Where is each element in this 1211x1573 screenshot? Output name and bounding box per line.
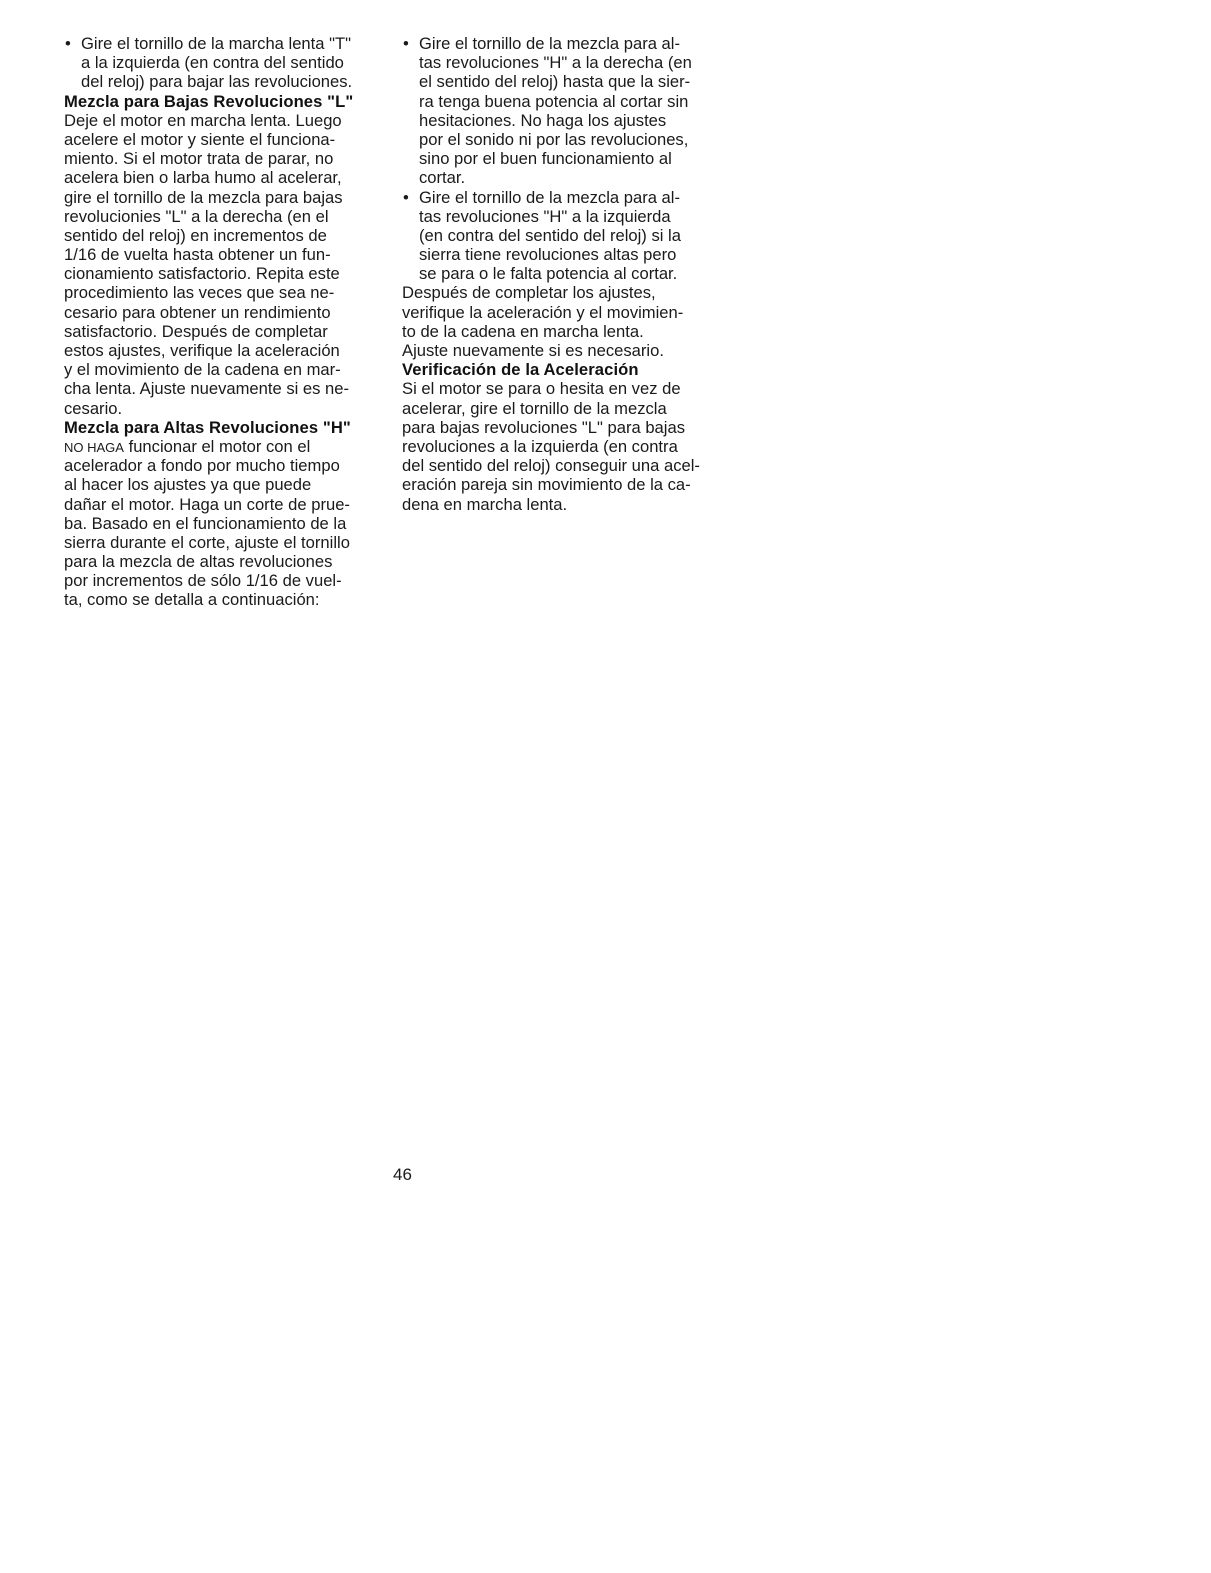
paragraph-line: dañar el motor. Haga un corte de prue- xyxy=(64,494,350,514)
page-number: 46 xyxy=(393,1165,412,1184)
paragraph-line: verifique la aceleración y el movimien- xyxy=(402,302,684,322)
paragraph-line: Ajuste nuevamente si es necesario. xyxy=(402,341,664,360)
paragraph-line xyxy=(64,437,394,456)
paragraph-line: Después de completar los ajustes, xyxy=(402,283,656,303)
bullet-marker: • xyxy=(403,187,409,207)
bullet-marker: • xyxy=(403,34,409,53)
paragraph-line: del sentido del reloj) conseguir una acel- xyxy=(402,456,700,476)
paragraph-line: sierra durante el corte, ajuste el tornillo xyxy=(64,532,350,552)
warning-prefix: NO HAGA xyxy=(64,439,124,455)
section-acceleration-check xyxy=(402,360,732,514)
bullet-line-1: Gire el tornillo de la marcha lenta "T" xyxy=(81,34,352,53)
section-heading-acceleration: Verificación de la Aceleración xyxy=(402,360,639,380)
paragraph-line: revoluciones a la izquierda (en contra xyxy=(402,436,678,456)
paragraph-line: procedimiento las veces que sea ne- xyxy=(64,283,335,303)
bullet-line: sierra tiene revoluciones altas pero xyxy=(419,245,677,265)
paragraph-line: ta, como se detalla a continuación: xyxy=(64,590,320,610)
section-high-speed-mixture xyxy=(64,418,394,610)
section-heading-low: Mezcla para Bajas Revoluciones "L" xyxy=(64,91,354,111)
paragraph-line: acelera bien o larba humo al acelerar, xyxy=(64,168,342,188)
bullet-high-counterclockwise xyxy=(402,188,732,284)
bullet-idle-screw xyxy=(64,34,394,92)
bullet-line: ra tenga buena potencia al cortar sin xyxy=(419,91,689,111)
paragraph-line: para la mezcla de altas revoluciones xyxy=(64,552,333,572)
paragraph-line: acelere el motor y siente el funciona- xyxy=(64,129,336,149)
paragraph-line: al hacer los ajustes ya que puede xyxy=(64,475,312,495)
paragraph-line: ba. Basado en el funcionamiento de la xyxy=(64,513,347,533)
bullet-line: se para o le falta potencia al cortar. xyxy=(419,264,678,284)
paragraph-line: acelerador a fondo por mucho tiempo xyxy=(64,456,340,476)
paragraph-line: revolucionies "L" a la derecha (en el xyxy=(64,206,329,226)
paragraph-line: cionamiento satisfactorio. Repita este xyxy=(64,264,340,284)
bullet-line-1: Gire el tornillo de la mezcla para al- xyxy=(419,187,681,207)
paragraph-line: para bajas revoluciones "L" para bajas xyxy=(402,417,685,437)
paragraph-line: satisfactorio. Después de completar xyxy=(64,321,328,341)
right-column xyxy=(402,34,732,514)
bullet-line: tas revoluciones "H" a la derecha (en xyxy=(419,53,692,73)
bullet-line: tas revoluciones "H" a la izquierda xyxy=(419,206,671,226)
paragraph-line: cesario para obtener un rendimiento xyxy=(64,302,331,322)
bullet-line-1: Gire el tornillo de la mezcla para al- xyxy=(419,34,681,53)
bullet-line-3: del reloj) para bajar las revoluciones. xyxy=(81,72,353,92)
paragraph-line: cesario. xyxy=(64,398,123,418)
paragraph-line: dena en marcha lenta. xyxy=(402,494,568,514)
bullet-marker: • xyxy=(65,34,71,53)
bullet-line: sino por el buen funcionamiento al xyxy=(419,149,672,169)
after-adjustment-paragraph xyxy=(402,283,732,360)
paragraph-line: to de la cadena en marcha lenta. xyxy=(402,321,644,341)
left-column xyxy=(64,34,394,610)
bullet-line: por el sonido ni por las revoluciones, xyxy=(419,129,689,149)
paragraph-line: eración pareja sin movimiento de la ca- xyxy=(402,475,691,495)
paragraph-line: por incrementos de sólo 1/16 de vuel- xyxy=(64,571,342,591)
paragraph-line: estos ajustes, verifique la aceleración xyxy=(64,341,340,360)
bullet-line: cortar. xyxy=(419,168,466,188)
warning-rest: funcionar el motor con el xyxy=(123,436,311,456)
bullet-high-clockwise xyxy=(402,34,732,188)
bullet-line: el sentido del reloj) hasta que la sier- xyxy=(419,72,691,92)
section-heading-high: Mezcla para Altas Revoluciones "H" xyxy=(64,417,351,437)
section-low-speed-mixture xyxy=(64,92,394,418)
paragraph-line: Si el motor se para o hesita en vez de xyxy=(402,379,681,399)
paragraph-line: Deje el motor en marcha lenta. Luego xyxy=(64,110,342,130)
paragraph-line: miento. Si el motor trata de parar, no xyxy=(64,149,334,169)
paragraph-line: gire el tornillo de la mezcla para bajas xyxy=(64,187,343,207)
paragraph-line: cha lenta. Ajuste nuevamente si es ne- xyxy=(64,379,350,399)
bullet-line: (en contra del sentido del reloj) si la xyxy=(419,225,681,245)
bullet-line-2: a la izquierda (en contra del sentido xyxy=(81,53,344,73)
paragraph-line: sentido del reloj) en incrementos de xyxy=(64,225,327,245)
paragraph-line: y el movimiento de la cadena en mar- xyxy=(64,360,341,380)
bullet-line: hesitaciones. No haga los ajustes xyxy=(419,110,667,130)
paragraph-line: 1/16 de vuelta hasta obtener un fun- xyxy=(64,245,331,265)
paragraph-line: acelerar, gire el tornillo de la mezcla xyxy=(402,398,667,418)
